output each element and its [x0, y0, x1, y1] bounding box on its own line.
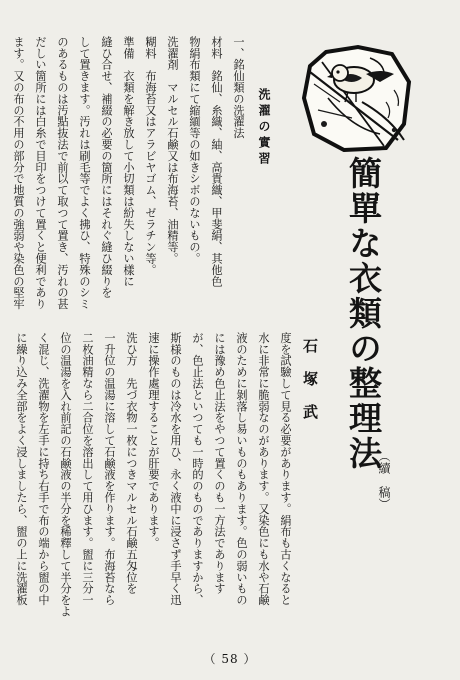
text-column: 度を試驗して見る必要があります。絹布も古くなると: [279, 332, 292, 606]
section-heading: 洗濯の實習: [257, 88, 271, 168]
upper-body-text: [6, 36, 248, 372]
bird-on-branch-icon: [300, 44, 414, 152]
text-column: 材料 銘仙、糸織、紬、高貴織、甲斐絹、其他色: [210, 36, 223, 287]
text-column: 準備 衣類を解き放して小切類は紛失しない樣に: [122, 36, 135, 287]
text-column: 洗ひ方 先づ衣物一枚につきマルセル石鹸五匁位を: [125, 332, 138, 595]
author-name: 石塚武: [301, 338, 319, 437]
text-column: のあるものは汚點抜法で前以て取つて置き、汚れの甚: [56, 36, 69, 310]
text-column: して置きます。汚れは刷毛等でよく拂ひ、特殊のシミ: [78, 36, 91, 310]
continued-note: （續 稿）: [377, 450, 391, 510]
article-title: 簡單な衣類の整理法: [344, 156, 383, 471]
text-column: 速に操作處理することが肝要であります。: [147, 332, 160, 549]
text-column: く混じ、洗濯物を左手に持ち右手で布の端から盥の中: [37, 332, 50, 606]
text-column: 一、銘仙類の洗濯法: [232, 36, 245, 139]
text-column: 液のために剝落し易いものもあります。色の弱いもの: [235, 332, 248, 606]
text-column: 斯様のものは冷水を用ひ、永く液中に浸さず手早く迅: [169, 332, 182, 606]
text-column: が、色止法といつても一時的のものでありますから、: [191, 332, 204, 606]
text-column: 物絹布類にて縮緬等の如きシボのないもの。: [188, 36, 201, 264]
text-column: 糊料 布海苔又はアラビヤゴム、ゼラチン等。: [144, 36, 157, 276]
text-column: 縫ひ合せ、補綴の必要の箇所にはそれぐ縫ひ綴りを: [100, 36, 113, 299]
text-column: に繰り込み全部をよく浸しましたら、盥の上に洗濯板: [15, 332, 28, 606]
text-column: 一升位の温湯に溶して石鹸液を作ります。布海苔なら: [103, 332, 116, 606]
page-number: （ 58 ）: [203, 652, 257, 666]
text-column: には豫め色止法をやつて置くのも一方法であります: [213, 332, 226, 595]
text-column: 水に非常に脆弱なのがあります。又染色にも水や石鹸: [257, 332, 270, 606]
text-column: 洗濯剤 マルセル石鹸又は布海苔、油精等。: [166, 36, 179, 264]
text-column: だしい箇所には白糸で目印をつけて置くと便利であり: [34, 36, 47, 310]
text-column: ます。又の布の不用の部分で地質の強弱や染色の堅牢: [12, 36, 25, 310]
text-column: 二枚油精なら二合位を溶出して用ひます。盥に三分一: [81, 332, 94, 606]
lower-body-text: [6, 332, 296, 652]
text-column: 位の温湯を入れ前記の石鹸液の半分を稀釋して半分をよ: [59, 332, 72, 617]
